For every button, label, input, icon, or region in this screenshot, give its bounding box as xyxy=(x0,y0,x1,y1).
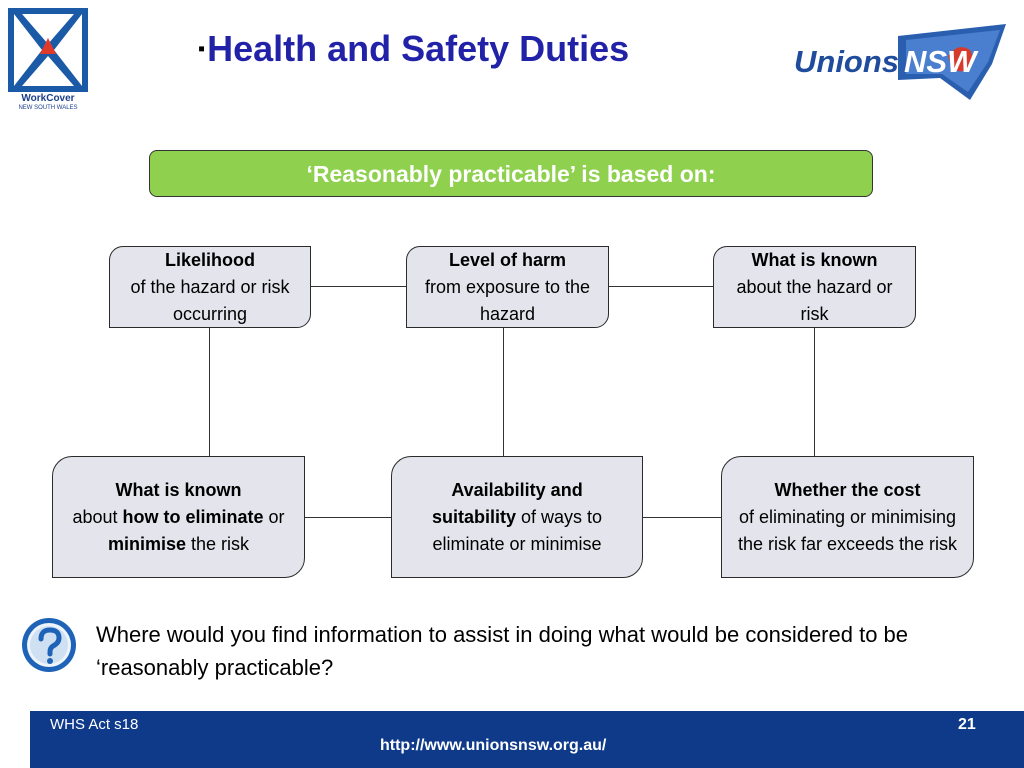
question-text: Where would you find information to assist in doing what would be considered to be ‘reasonably practicable? xyxy=(96,622,909,680)
nsw-wordmark: NSW xyxy=(904,44,977,79)
connector-line xyxy=(503,327,504,457)
page-number: 21 xyxy=(958,716,976,733)
box-text: the risk xyxy=(191,533,250,554)
connector-line xyxy=(304,517,392,518)
footer-link[interactable]: http://www.unionsnsw.org.au/ xyxy=(380,737,607,754)
workcover-wordmark: WorkCover xyxy=(21,93,75,104)
title-bullet: ▪ xyxy=(198,38,206,60)
what-is-known-box xyxy=(713,246,916,328)
workcover-subtitle: NEW SOUTH WALES xyxy=(18,105,78,110)
box-heading: Likelihood xyxy=(165,249,255,270)
unions-wordmark: Unions xyxy=(794,44,900,79)
box-text: about the hazard or risk xyxy=(736,276,893,324)
box-emphasis: minimise xyxy=(107,533,186,554)
connector-line xyxy=(642,517,722,518)
availability-box xyxy=(391,456,643,578)
box-text: of ways to eliminate or minimise xyxy=(432,506,603,554)
box-text: about xyxy=(72,506,118,527)
how-to-eliminate-box xyxy=(52,456,305,578)
box-text: of eliminating or minimising the risk far exceeds the risk xyxy=(737,506,958,554)
question-icon xyxy=(20,616,78,674)
box-text: of the hazard or risk occurring xyxy=(130,276,290,324)
box-text: from exposure to the hazard xyxy=(424,276,591,324)
workcover-logo xyxy=(8,8,88,110)
connector-line xyxy=(608,286,714,287)
connector-line xyxy=(814,327,815,457)
box-heading: Level of harm xyxy=(448,249,567,270)
level-of-harm-box xyxy=(406,246,609,328)
connector-line xyxy=(209,327,210,457)
cost-box xyxy=(721,456,974,578)
box-emphasis: how to eliminate xyxy=(122,506,264,527)
box-content xyxy=(392,477,642,558)
connector-line xyxy=(310,286,407,287)
practicable-banner: ‘Reasonably practicable’ is based on: xyxy=(149,150,873,197)
unions-nsw-logo xyxy=(780,6,1020,114)
page-title xyxy=(198,28,718,70)
likelihood-box xyxy=(109,246,311,328)
footer-reference: WHS Act s18 xyxy=(50,716,139,733)
box-content xyxy=(722,477,973,558)
box-heading: What is known xyxy=(751,249,878,270)
box-heading: What is known xyxy=(115,479,242,500)
title-text: Health and Safety Duties xyxy=(207,28,630,69)
box-heading: Whether the cost xyxy=(774,479,921,500)
box-content xyxy=(53,477,304,558)
box-heading: Availability and suitability xyxy=(431,479,583,527)
box-text: or xyxy=(268,506,285,527)
